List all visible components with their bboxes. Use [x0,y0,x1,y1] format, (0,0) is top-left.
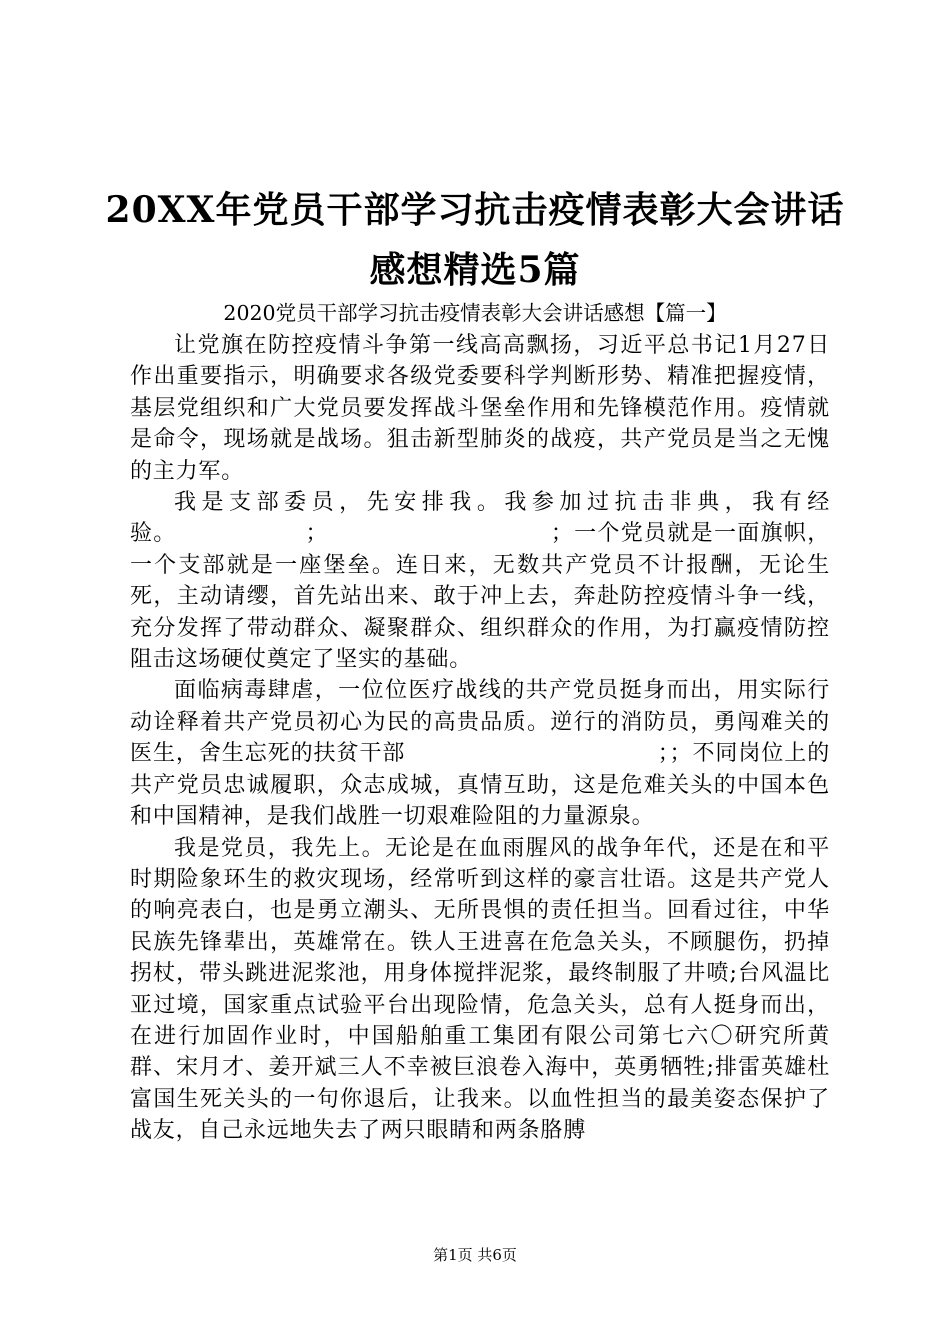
paragraph-2: 我是支部委员，先安排我。我参加过抗击非典，我有经验。 ； ；一个党员就是一面旗帜，一个支部就是一座堡垒。连日来，无数共产党员不计报酬，无论生死，主动请缨，首先站出来、敢于冲上去，奔赴防控疫情斗争一线，充分发挥了带动群众、凝聚群众、组织群众的作用，为打赢疫情防控阻击这场硬仗奠定了坚实的基础。 [130,490,830,673]
paragraph-4: 我是党员，我先上。无论是在血雨腥风的战争年代，还是在和平时期险象环生的救灾现场，经常听到这样的豪言壮语。这是共产党人的响亮表白，也是勇立潮头、无所畏惧的责任担当。回看过往，中华民族先锋辈出，英雄常在。铁人王进喜在危急关头，不顾腿伤，扔掉拐杖，带头跳进泥浆池，用身体搅拌泥浆，最终制服了井喷;台风温比亚过境，国家重点试验平台出现险情，危急关头，总有人挺身而出，在进行加固作业时，中国船舶重工集团有限公司第七六〇研究所黄群、宋月才、姜开斌三人不幸被巨浪卷入海中，英勇牺牲;排雷英雄杜富国生死关头的一句你退后，让我来。以血性担当的最美姿态保护了战友，自己永远地失去了两只眼睛和两条胳膊 [130,835,830,1144]
paragraph-1: 让党旗在防控疫情斗争第一线高高飘扬，习近平总书记1月27日作出重要指示，明确要求各级党委要科学判断形势、精准把握疫情，基层党组织和广大党员要发挥战斗堡垒作用和先锋模范作用。疫情就是命令，现场就是战场。狙击新型肺炎的战疫，共产党员是当之无愧的主力军。 [130,333,830,484]
document-title-line1: 20XX年党员干部学习抗击疫情表彰大会讲话 [105,189,845,231]
page-footer: 第1页 共6页 [433,1246,517,1264]
paragraph-3: 面临病毒肆虐，一位位医疗战线的共产党员挺身而出，用实际行动诠释着共产党员初心为民的高贵品质。逆行的消防员，勇闯难关的医生，舍生忘死的扶贫干部 ；；不同岗位上的共产党员忠诚履职，众志成城，真情互助，这是危难关头的中国本色和中国精神，是我们战胜一切艰难险阻的力量源泉。 [130,678,830,830]
document-body [130,330,830,1147]
section-subtitle: 2020党员干部学习抗击疫情表彰大会讲话感想【篇一】 [223,301,727,325]
document-title-line2: 感想精选5篇 [369,249,581,291]
